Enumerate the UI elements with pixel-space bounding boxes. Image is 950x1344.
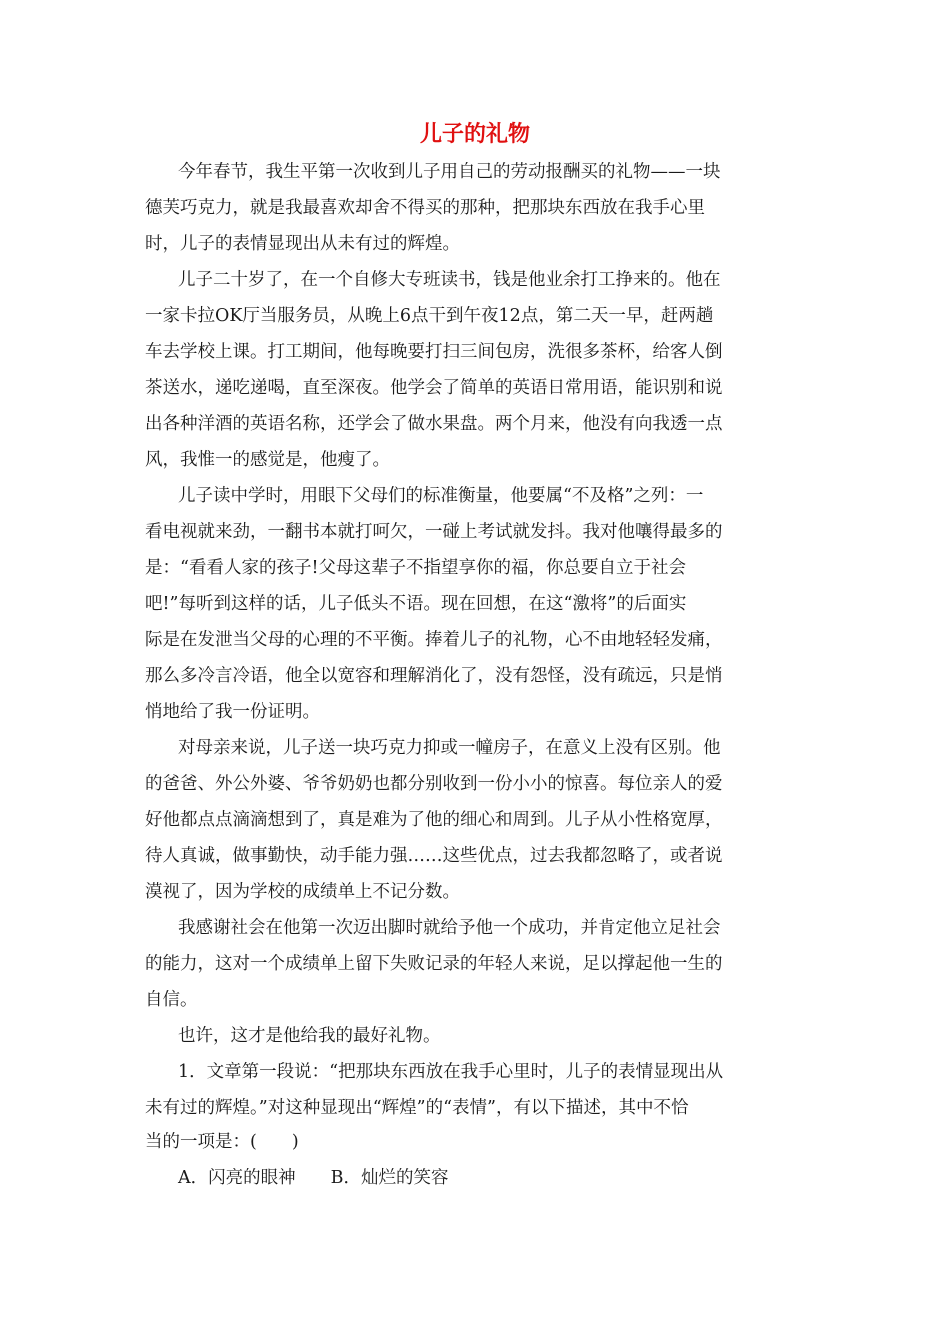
text-line: 车去学校上课。打工期间，他每晚要打扫三间包房，洗很多茶杯，给客人倒 (145, 342, 723, 362)
text-line: 悄地给了我一份证明。 (145, 702, 320, 722)
text-line: 吧!”每听到这样的话，儿子低头不语。现在回想，在这“激将”的后面实 (145, 594, 687, 614)
text-line: 的能力，这对一个成绩单上留下失败记录的年轻人来说，足以撑起他一生的 (145, 954, 723, 974)
text-line: 德芙巧克力，就是我最喜欢却舍不得买的那种，把那块东西放在我手心里 (145, 198, 705, 218)
text-line: 一家卡拉OK厅当服务员，从晚上6点干到午夜12点，第二天一早，赶两趟 (145, 306, 714, 326)
text-line: 1．文章第一段说：“把那块东西放在我手心里时，儿子的表情显现出从 (178, 1062, 724, 1082)
text-line: 是：“看看人家的孩子!父母这辈子不指望享你的福，你总要自立于社会 (145, 558, 686, 578)
text-line: 时，儿子的表情显现出从未有过的辉煌。 (145, 234, 460, 254)
text-line: 儿子读中学时，用眼下父母们的标准衡量，他要属“不及格”之列：一 (178, 486, 704, 506)
text-line: 漠视了，因为学校的成绩单上不记分数。 (145, 882, 460, 902)
text-line: 看电视就来劲，一翻书本就打呵欠，一碰上考试就发抖。我对他嚷得最多的 (145, 522, 723, 542)
text-line: 的爸爸、外公外婆、爷爷奶奶也都分别收到一份小小的惊喜。每位亲人的爱 (145, 774, 723, 794)
text-line: 对母亲来说，儿子送一块巧克力抑或一幢房子，在意义上没有区别。他 (178, 738, 721, 758)
text-line: 未有过的辉煌。”对这种显现出“辉煌”的“表情”，有以下描述，其中不恰 (145, 1098, 689, 1118)
text-line: 出各种洋酒的英语名称，还学会了做水果盘。两个月来，他没有向我透一点 (145, 414, 723, 434)
text-line: 茶送水，递吃递喝，直至深夜。他学会了简单的英语日常用语，能识别和说 (145, 378, 723, 398)
text-line: 好他都点点滴滴想到了，真是难为了他的细心和周到。儿子从小性格宽厚， (145, 810, 723, 830)
text-line: 那么多冷言冷语，他全以宽容和理解消化了，没有怨怪，没有疏远，只是悄 (145, 666, 723, 686)
text-line: 今年春节，我生平第一次收到儿子用自己的劳动报酬买的礼物——一块 (178, 162, 721, 182)
text-line: 也许，这才是他给我的最好礼物。 (178, 1026, 441, 1046)
text-line: 风，我惟一的感觉是，他瘦了。 (145, 450, 390, 470)
text-line: 际是在发泄当父母的心理的不平衡。捧着儿子的礼物，心不由地轻轻发痛， (145, 630, 723, 650)
text-line: A．闪亮的眼神 B．灿烂的笑容 (178, 1168, 449, 1188)
text-line: 自信。 (145, 990, 198, 1010)
text-line: 儿子二十岁了，在一个自修大专班读书，钱是他业余打工挣来的。他在 (178, 270, 721, 290)
text-line: 我感谢社会在他第一次迈出脚时就给予他一个成功，并肯定他立足社会 (178, 918, 721, 938)
text-line: 待人真诚，做事勤快，动手能力强……这些优点，过去我都忽略了，或者说 (145, 846, 723, 866)
article-title: 儿子的礼物 (419, 122, 530, 147)
text-line: 当的一项是：( ) (145, 1132, 299, 1152)
